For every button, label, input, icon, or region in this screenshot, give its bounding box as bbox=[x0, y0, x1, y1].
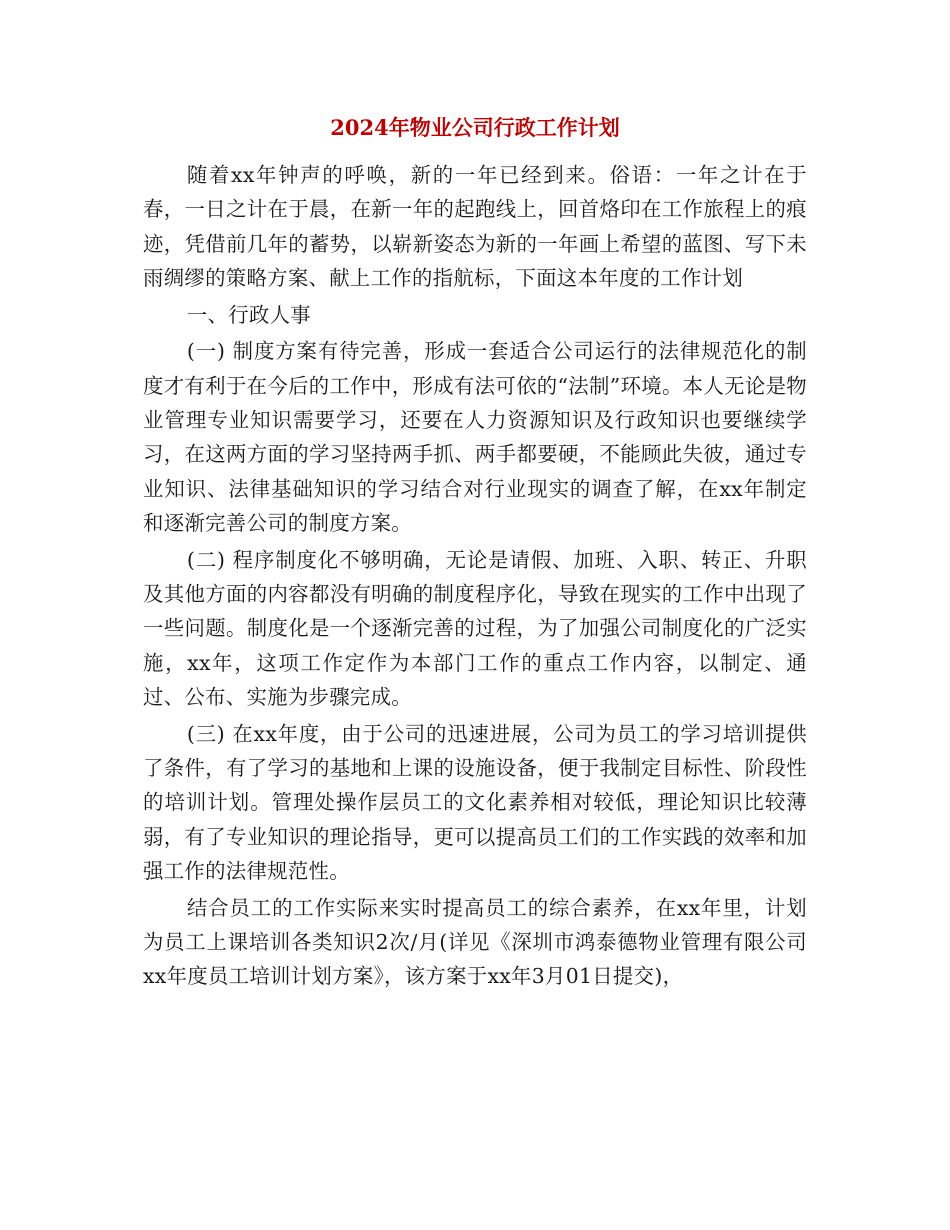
paragraph-item-1: (一) 制度方案有待完善，形成一套适合公司运行的法律规范化的制度才有利于在今后的工作中，形成有法可依的“法制”环境。本人无论是物业管理专业知识需要学习，还要在人力资源知识及行政知识也要继续学习，在这两方面的学习坚持两手抓、两手都要硬，不能顾此失彼，通过专业知识、法律基础知识的学习结合对行业现实的调查了解，在xx年制定和逐渐完善公司的制度方案。 bbox=[143, 339, 807, 535]
paragraph-training-plan: 结合员工的工作实际来实时提高员工的综合素养，在xx年里，计划为员工上课培训各类知识2次/月(详见《深圳市鸿泰德物业管理有限公司xx年度员工培训计划方案》，该方案于xx年3月01日提交)， bbox=[143, 895, 807, 989]
paragraph-item-3: (三) 在xx年度，由于公司的迅速进展，公司为员工的学习培训提供了条件，有了学习的基地和上课的设施设备，便于我制定目标性、阶段性的培训计划。管理处操作层员工的文化素养相对较低，理论知识比较薄弱，有了专业知识的理论指导，更可以提高员工们的工作实践的效率和加强工作的法律规范性。 bbox=[143, 721, 807, 883]
section-heading-admin-hr: 一、行政人事 bbox=[186, 302, 312, 327]
paragraph-intro: 随着xx年钟声的呼唤，新的一年已经到来。俗语：一年之计在于春，一日之计在于晨，在新一年的起跑线上，回首烙印在工作旅程上的痕迹，凭借前几年的蓄势，以崭新姿态为新的一年画上希望的蓝图、写下未雨绸缪的策略方案、献上工作的指航标，下面这本年度的工作计划 bbox=[143, 163, 807, 290]
document-title: 2024年物业公司行政工作计划 bbox=[330, 115, 620, 140]
paragraph-item-2: (二) 程序制度化不够明确，无论是请假、加班、入职、转正、升职及其他方面的内容都没有明确的制度程序化，导致在现实的工作中出现了一些问题。制度化是一个逐渐完善的过程，为了加强公司制度化的广泛实施，xx年，这项工作定作为本部门工作的重点工作内容，以制定、通过、公布、实施为步骤完成。 bbox=[143, 547, 807, 709]
document-body bbox=[143, 158, 807, 996]
